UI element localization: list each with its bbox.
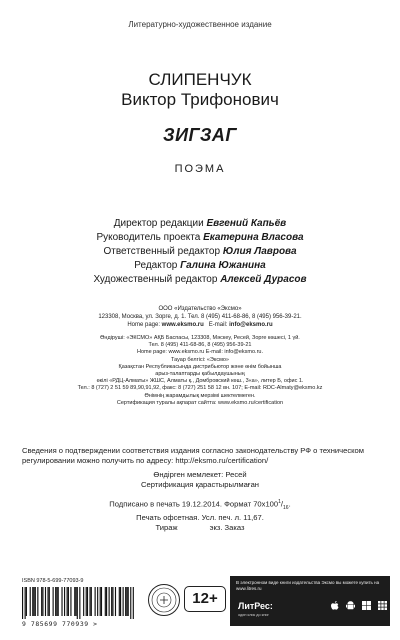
windows-icon xyxy=(360,599,373,612)
publisher-info xyxy=(0,305,400,329)
edition-type: Литературно-художественное издание xyxy=(128,20,272,29)
barcode-digits: 9 785699 770939 > xyxy=(22,620,98,628)
barcode-bar xyxy=(97,587,98,616)
barcode-bar xyxy=(89,587,90,616)
barcode-bar xyxy=(106,587,107,616)
kz-line: Қазақстан Республикасында дистрибьютор және өнім бойынша xyxy=(118,363,282,370)
publisher-name: ООО «Издательство «Эксмо» xyxy=(158,306,242,312)
barcode-bar xyxy=(100,587,101,616)
author-first-name: Виктор Трифонович xyxy=(121,90,279,109)
barcode-bar xyxy=(95,587,96,616)
email-link[interactable]: info@eksmo.ru xyxy=(229,322,273,328)
staff-row: Руководитель проекта Екатерина Власова xyxy=(96,232,304,243)
barcode-bar xyxy=(42,587,43,616)
barcode-bar xyxy=(64,587,65,616)
barcode-bar xyxy=(53,587,54,616)
book-title: ЗИГЗАГ xyxy=(163,125,237,145)
barcode-bar xyxy=(133,587,134,619)
grid-app-icon xyxy=(376,599,389,612)
barcode-bar xyxy=(25,587,26,619)
publisher-contacts: Home page: www.eksmo.ru E-mail: info@eksmo.ru xyxy=(127,322,273,328)
isbn-block xyxy=(22,578,140,628)
staff-row: Редактор Галина Южанина xyxy=(134,260,266,271)
kz-line: Өнімнің жарамдылық мерзімі шектелмеген. xyxy=(144,392,256,399)
barcode-bar xyxy=(101,587,102,616)
barcode-bar xyxy=(49,587,50,616)
barcode-bar xyxy=(119,587,120,616)
barcode-bar xyxy=(56,587,57,616)
barcode-bar xyxy=(30,587,31,616)
kz-line: Тел. 8 (495) 411-68-86, 8 (495) 956-39-21 xyxy=(148,342,252,349)
barcode-bar xyxy=(41,587,42,616)
kz-line: Өндіруші: «ЭКСМО» АҚБ Баспасы, 123308, Мәскеу, Ресей, Зорге көшесі, 1 үй. xyxy=(100,335,300,341)
barcode-bar xyxy=(70,587,71,616)
barcode-bar xyxy=(123,587,124,616)
barcode-bar xyxy=(115,587,116,616)
barcode-bar xyxy=(128,587,129,616)
barcode-bar xyxy=(112,587,113,616)
litres-logo: ЛитРес: xyxy=(238,601,273,611)
kz-line: өкілі «РДЦ-Алматы» ЖШС, Алматы қ., Домбровский көш., 3«а», литер Б, офис 1. xyxy=(96,378,304,385)
android-icon xyxy=(344,599,357,612)
barcode-bar xyxy=(47,587,48,616)
barcode-bar xyxy=(61,587,62,616)
author-last-name: СЛИПЕНЧУК xyxy=(148,70,252,89)
barcode-bar xyxy=(87,587,88,616)
order-label: экз. Заказ xyxy=(209,523,245,533)
barcode-bar xyxy=(55,587,56,616)
barcode-bar xyxy=(67,587,68,616)
publisher-seal-icon xyxy=(147,583,181,617)
kz-line: Тауар белгісі: «Эксмо» xyxy=(170,356,229,363)
barcode-bar xyxy=(32,587,33,616)
barcode-bar xyxy=(86,587,87,616)
barcode-bar xyxy=(130,587,131,619)
printing-info xyxy=(0,497,400,533)
certification-note: Сведения о подтверждении соответствия издания согласно законодательству РФ о техническом регулировании можно получить по адресу: http://eksmo.ru/certification/ xyxy=(22,446,364,465)
staff-row: Ответственный редактор Юлия Лаврова xyxy=(103,246,297,257)
kz-line: Home page: www.eksmo.ru E-mail: info@eksmo.ru. xyxy=(136,349,263,356)
litres-promo-text: В электронном виде книги издательства Эксмо вы можете купить на www.litres.ru xyxy=(236,580,380,591)
barcode-bar xyxy=(120,587,121,616)
barcode-bar xyxy=(35,587,36,616)
barcode-bar xyxy=(125,587,126,616)
kz-line: арыз-талаптарды қабылдаушының xyxy=(155,371,245,378)
barcode-bar xyxy=(68,587,69,616)
book-genre: ПОЭМА xyxy=(174,163,226,175)
production-info xyxy=(0,470,400,490)
homepage-link[interactable]: www.eksmo.ru xyxy=(161,322,204,328)
barcode-bar xyxy=(45,587,46,616)
kazakh-info xyxy=(8,335,392,407)
barcode-bar xyxy=(77,587,78,619)
litres-tagline: один клик до книг xyxy=(238,613,269,617)
barcode-bar xyxy=(58,587,59,616)
barcode-bar xyxy=(126,587,127,616)
barcode-bar xyxy=(83,587,84,616)
author xyxy=(0,70,400,110)
barcode xyxy=(22,587,134,619)
barcode-bar xyxy=(105,587,106,616)
barcode-bar xyxy=(111,587,112,616)
barcode-bar xyxy=(33,587,34,616)
staff-row: Директор редакции Евгений Капьёв xyxy=(113,218,287,229)
litres-banner[interactable] xyxy=(230,576,390,626)
barcode-bar xyxy=(74,587,75,616)
print-signed: Подписано в печать 19.12.2014. Формат $70x100^1/_{16}$. xyxy=(109,499,291,512)
barcode-bar xyxy=(75,587,76,616)
production-country: Өндірген мемлекет: Ресей xyxy=(153,470,247,479)
editorial-staff xyxy=(0,217,400,287)
barcode-bar xyxy=(79,587,80,619)
kz-line: Тел.: 8 (727) 2 51 59 89,90,91,92, факс: 8 (727) 251 58 12 вн. 107; E-mail: RDC-Almaty@eksmo.kz xyxy=(77,385,323,392)
staff-row: Художественный редактор Алексей Дурасов xyxy=(93,274,307,285)
print-type: Печать офсетная. Усл. печ. л. 11,67. xyxy=(136,513,264,523)
barcode-bar xyxy=(109,587,110,616)
kz-line: Сертификация туралы ақпарат сайтта: www.eksmo.ru/certification xyxy=(116,399,284,406)
age-rating-badge: 12+ xyxy=(184,586,226,612)
barcode-bar xyxy=(26,587,27,616)
kz-certification: Сертификация қарастырылмаған xyxy=(141,480,259,489)
apple-icon xyxy=(328,599,341,612)
tirazh-label: Тираж xyxy=(155,523,178,533)
print-run xyxy=(0,523,400,533)
publisher-address: 123308, Москва, ул. Зорге, д. 1. Тел. 8 (495) 411-68-86, 8 (495) 956-39-21. xyxy=(98,314,302,320)
barcode-bar xyxy=(37,587,38,616)
barcode-bar xyxy=(91,587,92,616)
barcode-bar xyxy=(22,587,23,619)
isbn-number: ISBN 978-5-699-77093-9 xyxy=(22,578,84,584)
